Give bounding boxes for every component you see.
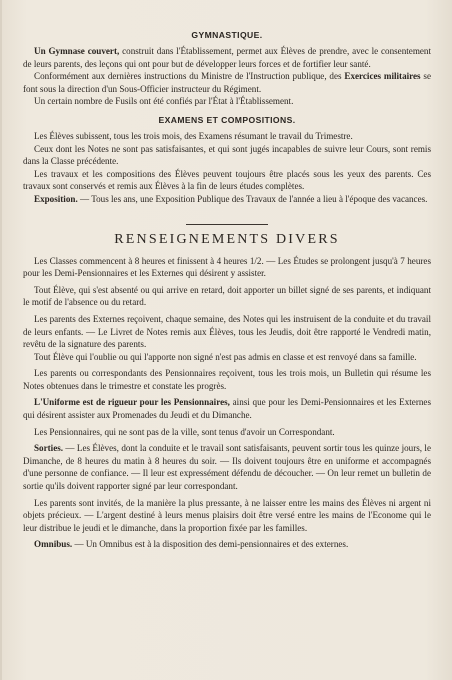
sorties-lead: Sorties. — [34, 443, 64, 454]
divers-paragraph-bulletin: Les parents ou correspondants des Pensionnaires reçoivent, tous les trois mois, un Bulletin qui résume les Notes obtenues dans le trimestre et constate les progrès. — [23, 368, 431, 391]
omnibus-lead: Omnibus. — [34, 539, 73, 550]
divers-paragraph-sorties — [23, 442, 431, 492]
gymnase-lead: Un Gymnase couvert, — [34, 46, 120, 56]
divers-paragraph-argent: Les parents sont invités, de la manière la plus pressante, à ne laisser entre les mains des Élèves ni argent ni objets précieux. — L'argent destiné à leurs menus plaisirs doit être versé entre les mains de l'Econome qui le leur distribue le jeudi et le dimanche, dans la proportion fixée par les familles. — [23, 497, 431, 533]
uniforme-lead: L'Uniforme est de rigueur pour les Pensionnaires, — [34, 397, 230, 408]
examens-paragraph-3: Les travaux et les compositions des Élèves peuvent toujours être placés sous les yeux des parents. Ces travaux sont conservés et remis aux Élèves à la fin de leurs études complètes. — [23, 168, 431, 192]
gymnase-paragraph — [23, 45, 431, 70]
examens-paragraph-1: Les Élèves subissent, tous les trois mois, des Examens résumant le travail du Trimestre. — [34, 130, 353, 141]
exposition-paragraph — [23, 193, 431, 206]
examens-heading: EXAMENS ET COMPOSITIONS. — [158, 114, 296, 125]
examens-paragraph-2: Ceux dont les Notes ne sont pas satisfaisantes, et qui sont jugés incapables de suivre leur Cours, sont remis dans la Classe précédente. — [23, 143, 431, 167]
exposition-lead: Exposition. — [34, 193, 78, 204]
page-edge-shadow — [0, 0, 2, 680]
exercices-bold: Exercices militaires — [344, 71, 421, 82]
gymnase-text: construit dans l'Établissement, permet aux Élèves de prendre, avec le consentement de leurs parents, des leçons qui ont pour but de développer leurs forces et de fortifier leur santé. — [23, 46, 431, 69]
divers-paragraph-absence: Tout Élève, qui s'est absenté ou qui arrive en retard, doit apporter un billet signé de ses parents, et indiquant le motif de l'absence ou du retard. — [23, 284, 431, 308]
divers-paragraph-notes: Les parents des Externes reçoivent, chaque semaine, des Notes qui les instruisent de la conduite et du travail de leurs enfants. — Le Livret de Notes remis aux Élèves, tous les Jeudis, doit être rapporté le Vendredi matin, revêtu de la signature des parents. — [23, 313, 431, 350]
divers-paragraph-omnibus — [23, 538, 431, 551]
exposition-text: — Tous les ans, une Exposition Publique des Travaux de l'année a lieu à l'époque des vacances. — [77, 193, 428, 204]
divers-paragraph-oubli: Tout Élève qui l'oublie ou qui l'apporte non signé n'est pas admis en classe et est renvoyé dans sa famille. — [34, 351, 417, 362]
divers-paragraph-correspondant: Les Pensionnaires, qui ne sont pas de la ville, sont tenus d'avoir un Correspondant. — [34, 426, 335, 437]
divers-paragraph-uniforme — [23, 396, 431, 421]
fusils-paragraph: Un certain nombre de Fusils ont été confiés par l'État à l'Établissement. — [34, 96, 294, 107]
sorties-text: — Les Élèves, dont la conduite et le travail sont satisfaisants, peuvent sortir tous les quinze jours, le Dimanche, de 8 heures du matin à 8 heures du soir. — Ils doivent toujours être en uniforme et accompagnés d'une personne de confiance. — Il leur est expressément défendu de découcher. — On leur remet un bulletin de sortie qu'ils doivent rapporter signé par leur correspondant. — [23, 443, 431, 492]
exercices-text-b: se font sous la direction d'un Sous-Officier instructeur du Régiment. — [23, 71, 431, 94]
exercices-paragraph — [23, 70, 431, 95]
exercices-text-a: Conformément aux dernières instructions du Ministre de l'Instruction publique, des — [34, 71, 345, 82]
renseignements-heading: RENSEIGNEMENTS DIVERS — [114, 231, 340, 247]
omnibus-text: — Un Omnibus est à la disposition des demi-pensionnaires et des externes. — [72, 539, 349, 550]
gymnastique-heading: GYMNASTIQUE. — [191, 30, 263, 40]
divers-paragraph-classes: Les Classes commencent à 8 heures et finissent à 4 heures 1/2. — Les Études se prolongent jusqu'à 7 heures pour les Demi-Pensionnaires et les Externes qui désirent y assister. — [23, 255, 431, 279]
uniforme-text: ainsi que pour les Demi-Pensionnaires et les Externes qui désirent assister aux Promenades du Jeudi et du Dimanche. — [23, 397, 431, 421]
